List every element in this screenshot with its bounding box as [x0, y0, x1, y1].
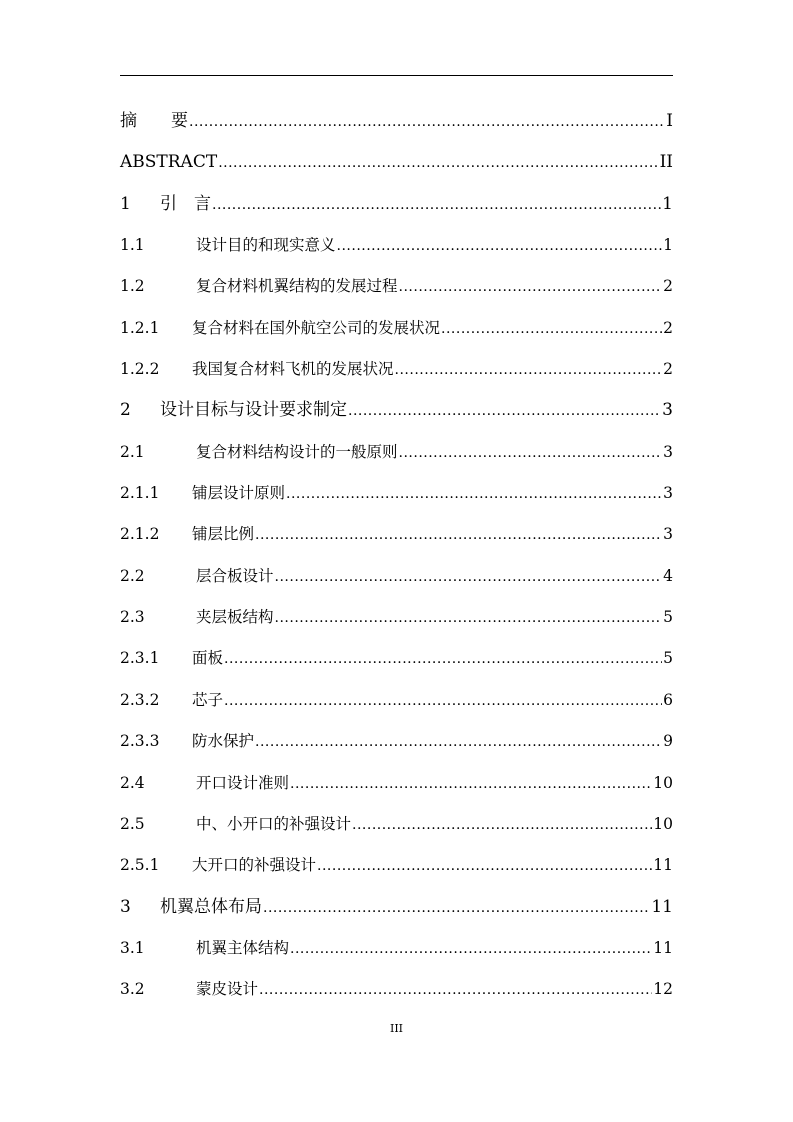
toc-leader-dots [352, 805, 652, 846]
toc-entry-number: 2.5 [120, 814, 145, 833]
toc-entry-title: 机翼总体布局 [160, 896, 262, 917]
toc-entry-number: 1.2.2 [120, 360, 160, 379]
toc-leader-dots [337, 226, 663, 267]
toc-entry[interactable] [120, 142, 673, 183]
toc-entry-title: 铺层比例 [192, 525, 255, 544]
toc-entry-title: 开口设计准则 [196, 773, 290, 792]
toc-entry-number: 3.2 [120, 980, 145, 999]
toc-leader-dots [441, 309, 662, 350]
toc-entry[interactable] [120, 349, 673, 390]
toc-leader-dots [259, 970, 652, 1011]
toc-entry[interactable] [120, 928, 673, 969]
toc-entry-page: 1 [662, 193, 673, 214]
toc-leader-dots [290, 929, 652, 970]
toc-entry[interactable] [120, 266, 673, 307]
toc-entry-title: 芯子 [192, 690, 224, 709]
toc-entry-number: 2.5.1 [120, 856, 160, 875]
toc-entry-title: 防水保护 [192, 732, 255, 751]
toc-leader-dots [399, 267, 663, 308]
toc-entry-title: 夹层板结构 [196, 608, 274, 627]
toc-entry-number: 3 [120, 896, 131, 917]
toc-leader-dots [395, 350, 663, 391]
toc-entry-number: 1.2.1 [120, 318, 160, 337]
toc-entry[interactable] [120, 597, 673, 638]
toc-entry-page: 10 [653, 814, 673, 833]
table-of-contents [120, 101, 673, 1011]
toc-entry-number: 1.1 [120, 236, 145, 255]
toc-entry-number: 2.3 [120, 608, 145, 627]
toc-leader-dots [275, 557, 663, 598]
toc-entry[interactable] [120, 680, 673, 721]
toc-entry-page: 11 [653, 938, 673, 957]
toc-entry-title: 设计目的和现实意义 [196, 236, 336, 255]
toc-entry-number: 2.1 [120, 442, 145, 461]
toc-entry-title: 大开口的补强设计 [192, 856, 317, 875]
toc-entry[interactable] [120, 887, 673, 928]
toc-entry-title: 复合材料机翼结构的发展过程 [196, 277, 398, 296]
toc-entry-page: 11 [651, 896, 673, 917]
toc-leader-dots [317, 846, 652, 887]
toc-entry[interactable] [120, 225, 673, 266]
toc-entry-number: 1 [120, 193, 131, 214]
toc-entry-page: 3 [662, 400, 673, 421]
toc-entry-page: 2 [663, 318, 673, 337]
toc-entry-title: 引 言 [160, 193, 211, 214]
toc-entry[interactable] [120, 101, 673, 142]
toc-entry-title: 复合材料在国外航空公司的发展状况 [192, 318, 441, 337]
toc-entry-title: ABSTRACT [120, 152, 218, 173]
toc-entry-page: 1 [663, 236, 673, 255]
toc-entry[interactable] [120, 473, 673, 514]
toc-entry-page: 3 [663, 484, 673, 503]
toc-entry[interactable] [120, 969, 673, 1010]
toc-entry-page: 5 [663, 649, 673, 668]
toc-entry-title: 层合板设计 [196, 566, 274, 585]
toc-entry-page: 3 [663, 525, 673, 544]
page-number: III [389, 1022, 404, 1035]
toc-entry-page: 3 [663, 442, 673, 461]
toc-entry-number: 2.3.2 [120, 690, 160, 709]
toc-leader-dots [348, 391, 661, 432]
toc-entry-title: 铺层设计原则 [192, 484, 286, 503]
toc-entry-page: 6 [663, 690, 673, 709]
toc-entry-page: I [666, 111, 673, 131]
toc-entry-title: 蒙皮设计 [196, 980, 259, 999]
toc-entry-page: 2 [663, 360, 673, 379]
toc-leader-dots [275, 598, 663, 639]
toc-leader-dots [286, 474, 662, 515]
toc-entry[interactable] [120, 721, 673, 762]
toc-entry[interactable] [120, 514, 673, 555]
toc-entry[interactable] [120, 184, 673, 225]
toc-entry[interactable] [120, 432, 673, 473]
toc-entry-number: 3.1 [120, 938, 145, 957]
toc-entry-page: 10 [653, 773, 673, 792]
toc-leader-dots [290, 764, 652, 805]
toc-leader-dots [212, 185, 661, 226]
toc-leader-dots [224, 681, 662, 722]
toc-entry-page: 4 [663, 566, 673, 585]
toc-entry-number: 2.3.1 [120, 649, 160, 668]
toc-entry[interactable] [120, 845, 673, 886]
toc-entry-number: 2.2 [120, 566, 145, 585]
toc-entry-page: II [659, 152, 673, 173]
toc-entry-title: 机翼主体结构 [196, 938, 290, 957]
toc-entry-page: 2 [663, 277, 673, 296]
toc-entry-title: 我国复合材料飞机的发展状况 [192, 360, 394, 379]
toc-leader-dots [399, 433, 663, 474]
toc-entry-title: 面板 [192, 649, 224, 668]
toc-entry-title: 复合材料结构设计的一般原则 [196, 442, 398, 461]
toc-entry[interactable] [120, 308, 673, 349]
toc-entry-number: 2.4 [120, 773, 145, 792]
toc-leader-dots [263, 888, 650, 929]
toc-entry-number: 2 [120, 400, 131, 421]
toc-entry-number: 1.2 [120, 277, 145, 296]
toc-entry-number: 2.3.3 [120, 732, 160, 751]
toc-entry-title: 摘 要 [120, 111, 188, 131]
toc-leader-dots [255, 515, 662, 556]
toc-entry[interactable] [120, 804, 673, 845]
toc-entry-title: 中、小开口的补强设计 [196, 814, 352, 833]
toc-entry-title: 设计目标与设计要求制定 [160, 400, 347, 421]
toc-entry-page: 5 [663, 608, 673, 627]
toc-entry-page: 11 [653, 856, 673, 875]
toc-entry[interactable] [120, 763, 673, 804]
toc-leader-dots [189, 102, 665, 143]
toc-leader-dots [218, 143, 658, 184]
header-rule [120, 75, 673, 76]
toc-entry[interactable] [120, 638, 673, 679]
toc-entry[interactable] [120, 390, 673, 431]
toc-entry-page: 12 [653, 980, 673, 999]
toc-entry-page: 9 [663, 732, 673, 751]
toc-entry-number: 2.1.2 [120, 525, 160, 544]
toc-entry-number: 2.1.1 [120, 484, 160, 503]
toc-leader-dots [224, 639, 662, 680]
toc-leader-dots [255, 722, 662, 763]
toc-entry[interactable] [120, 556, 673, 597]
